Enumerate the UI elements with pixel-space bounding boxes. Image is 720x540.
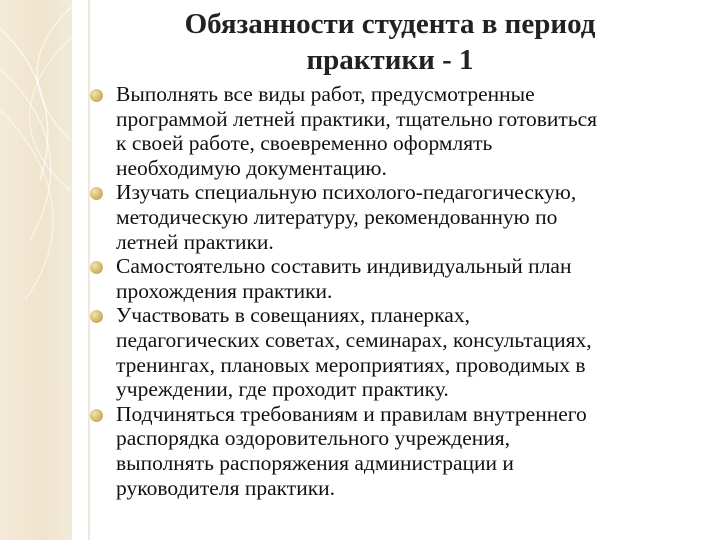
bullet-dot-icon bbox=[90, 89, 103, 102]
bullet-3-line-2: прохождения практики. bbox=[116, 278, 333, 303]
bullet-1-line-3: к своей работе, своевременно оформлять bbox=[116, 131, 493, 156]
bullet-2-line-1: Изучать специальную психолого-педагогическую, bbox=[116, 180, 577, 205]
bullet-4-line-1: Участвовать в совещаниях, планерках, bbox=[116, 303, 470, 328]
bullet-1-line-4: необходимую документацию. bbox=[116, 155, 387, 180]
bullet-dot-icon bbox=[90, 310, 103, 323]
decorative-curves bbox=[0, 0, 72, 540]
bullet-item-4 bbox=[88, 303, 704, 401]
bullet-5-line-2: распорядка оздоровительного учреждения, bbox=[116, 426, 511, 451]
bullet-item-2 bbox=[88, 180, 704, 254]
bullet-2-line-2: методическую литературу, рекомендованную по bbox=[116, 204, 558, 229]
bullet-dot-icon bbox=[90, 409, 103, 422]
bullet-4-line-3: тренингах, плановых мероприятиях, проводимых в bbox=[116, 352, 586, 377]
slide-title bbox=[120, 6, 660, 78]
bullet-3-line-1: Самостоятельно составить индивидуальный план bbox=[116, 254, 572, 279]
bullet-4-line-4: учреждении, где проходит практику. bbox=[116, 377, 449, 402]
bullet-dot-icon bbox=[90, 187, 103, 200]
bullet-4-line-2: педагогических советах, семинарах, консультациях, bbox=[116, 327, 592, 352]
decorative-side-band bbox=[0, 0, 72, 540]
bullet-5-line-3: выполнять распоряжения администрации и bbox=[116, 450, 514, 475]
bullet-item-1 bbox=[88, 82, 704, 180]
bullet-1-line-2: программой летней практики, тщательно готовиться bbox=[116, 106, 598, 131]
bullet-2-line-3: летней практики. bbox=[116, 229, 274, 254]
slide-title-line-2: практики - 1 bbox=[306, 44, 474, 76]
bullet-1-line-1: Выполнять все виды работ, предусмотренные bbox=[116, 82, 535, 106]
bullet-5-line-4: руководителя практики. bbox=[116, 475, 336, 500]
slide-title-line-1: Обязанности студента в период bbox=[184, 8, 596, 40]
bullet-item-3 bbox=[88, 254, 704, 303]
bullet-dot-icon bbox=[90, 261, 103, 274]
bullet-item-5 bbox=[88, 402, 704, 500]
bullet-list bbox=[88, 82, 704, 500]
bullet-5-line-1: Подчиняться требованиям и правилам внутреннего bbox=[116, 401, 587, 426]
